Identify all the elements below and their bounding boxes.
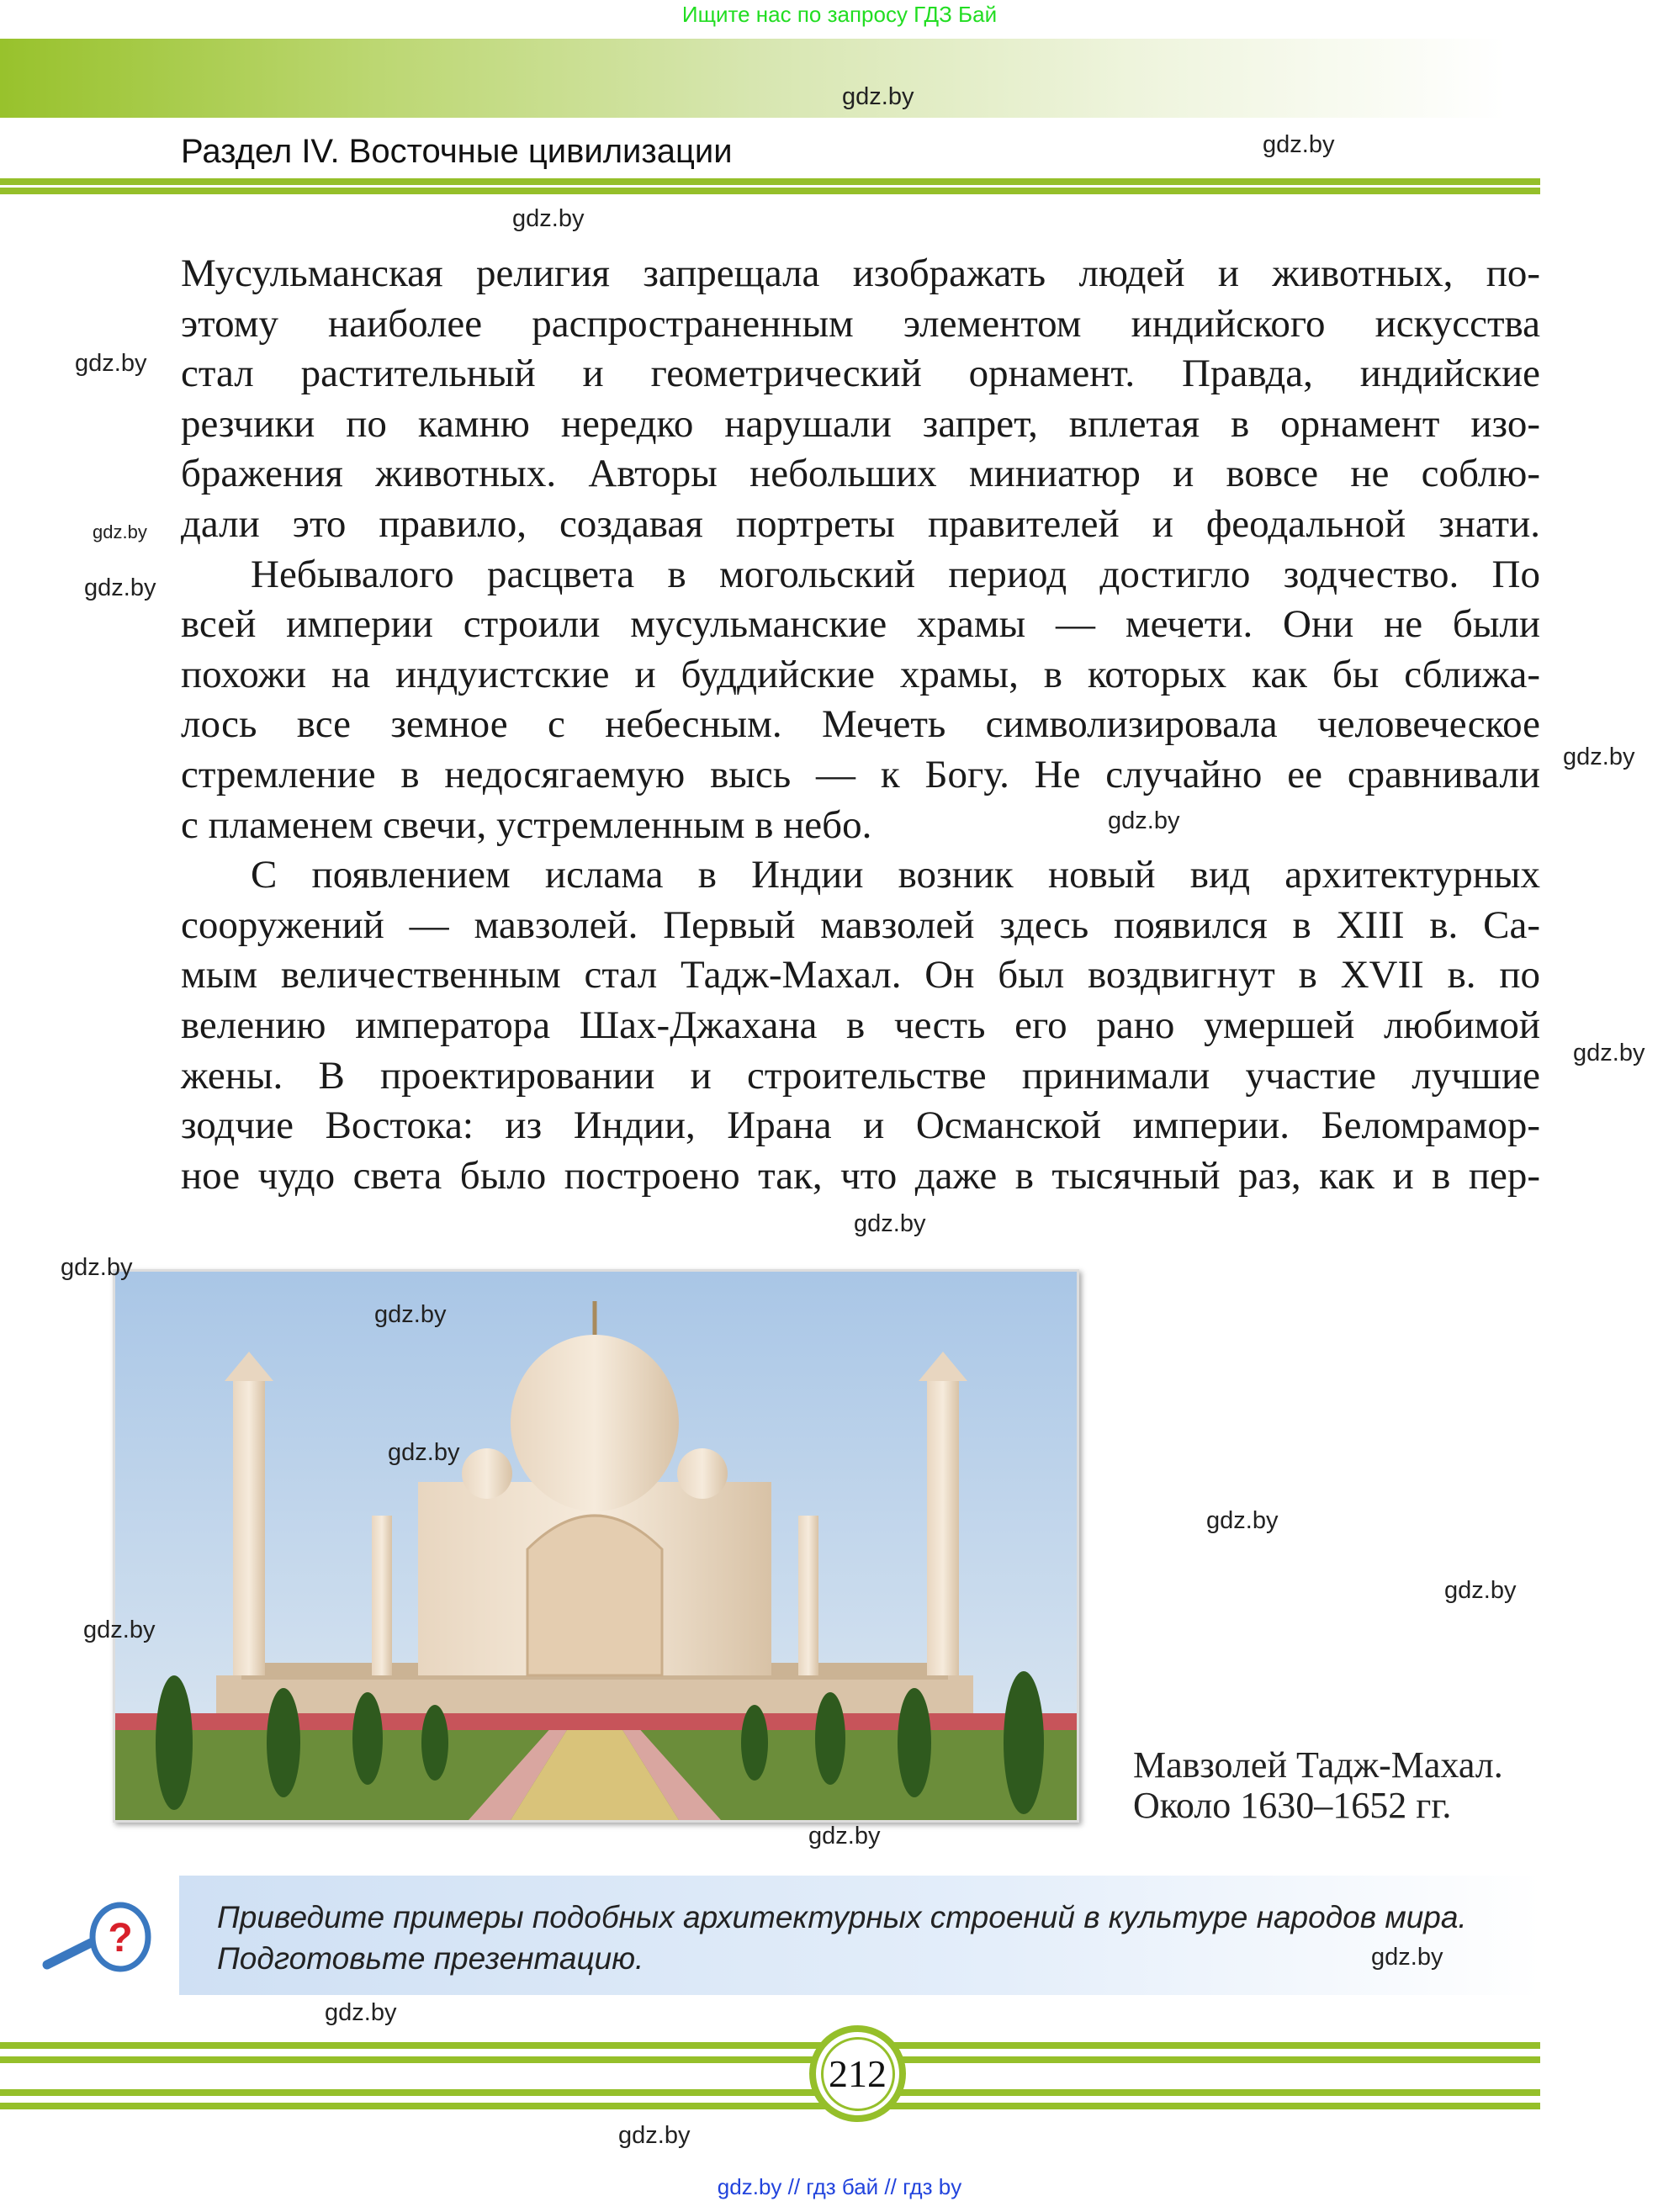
caption-date: Около 1630–1652 гг. <box>1133 1785 1452 1826</box>
watermark: gdz.by <box>388 1439 460 1466</box>
caption-title: Мавзолей Тадж-Махал. <box>1133 1744 1503 1786</box>
text-line: мым величественным стал Тадж-Махал. Он был воздвигнут в XVII в. по <box>181 953 1540 998</box>
text-line: зодчие Востока: из Индии, Ирана и Османской империи. Беломрамор- <box>181 1103 1540 1148</box>
watermark: gdz.by <box>1444 1577 1517 1604</box>
watermark: gdz.by <box>374 1301 447 1328</box>
text-line: стал растительный и геометрический орнамент. Правда, индийские <box>181 352 1540 396</box>
text-line: бражения животных. Авторы небольших миниатюр и вовсе не соблю- <box>181 452 1540 496</box>
divider-line <box>0 178 1540 185</box>
watermark: gdz.by <box>842 83 914 110</box>
section-title: Раздел IV. Восточные цивилизации <box>181 133 733 170</box>
divider-line <box>0 2056 1540 2063</box>
text-line: дали это правило, создавая портреты правителей и феодальной знати. <box>181 501 1540 546</box>
divider-line <box>0 2103 1540 2109</box>
magnifier-question-icon <box>40 1899 154 1975</box>
question-line: Подготовьте презентацию. <box>217 1941 644 1976</box>
text-line: С появлением ислама в Индии возник новый вид архитектурных <box>251 853 1540 897</box>
watermark: gdz.by <box>1371 1944 1443 1971</box>
text-line: Небывалого расцвета в могольский период достигло зодчество. По <box>251 552 1540 596</box>
divider-line <box>0 188 1540 194</box>
text-line: стремление в недосягаемую высь — к Богу. Не случайно ее сравнивали <box>181 752 1540 796</box>
text-line: ное чудо света было построено так, что даже в тысячный раз, как и в пер- <box>181 1153 1540 1198</box>
taj-mahal-photo <box>113 1269 1079 1823</box>
divider-line <box>0 2089 1540 2096</box>
text-line: Мусульманская религия запрещала изображать людей и животных, по- <box>181 251 1540 295</box>
text-line: жены. В проектировании и строительстве принимали участие лучшие <box>181 1053 1540 1098</box>
question-line: Приведите примеры подобных архитектурных строений в культуре народов мира. <box>217 1900 1467 1934</box>
watermark: gdz.by <box>808 1823 881 1850</box>
text-line: сооружений — мавзолей. Первый мавзолей здесь появился в XIII в. Са- <box>181 902 1540 947</box>
watermark: gdz.by <box>512 205 585 232</box>
watermark: gdz.by <box>1108 807 1180 834</box>
text-line: резчики по камню нередко нарушали запрет, вплетая в орнамент изо- <box>181 401 1540 446</box>
question-text <box>217 1897 1467 1979</box>
watermark: gdz.by <box>1573 1040 1645 1066</box>
watermark: gdz.by <box>854 1210 926 1237</box>
footer-links[interactable]: gdz.by // гдз бай // гдз by <box>717 2174 962 2199</box>
text-line: лось все земное с небесным. Мечеть символизировала человеческое <box>181 702 1540 747</box>
header-band <box>0 39 1506 118</box>
divider-line <box>0 2042 1540 2049</box>
page-number: 212 <box>821 2037 895 2111</box>
text-line: с пламенем свечи, устремленным в небо. <box>181 802 872 847</box>
watermark: gdz.by <box>61 1254 133 1281</box>
watermark: gdz.by <box>618 2122 691 2149</box>
text-line: велению императора Шах-Джахана в честь его рано умершей любимой <box>181 1003 1540 1047</box>
text-line: похожи на индуистские и буддийские храмы, в которых как бы сближа- <box>181 652 1540 696</box>
watermark: gdz.by <box>1563 744 1635 770</box>
svg-text:?: ? <box>108 1916 133 1961</box>
watermark: gdz.by <box>83 1617 156 1643</box>
text-line: этому наиболее распространенным элементом индийского искусства <box>181 301 1540 346</box>
body-text <box>181 249 1540 1201</box>
watermark: gdz.by <box>93 521 147 542</box>
watermark: gdz.by <box>75 350 147 377</box>
figure-caption <box>1133 1745 1503 1826</box>
top-banner-link[interactable]: Ищите нас по запросу ГДЗ Бай <box>681 2 998 27</box>
page-number-badge <box>809 2025 906 2122</box>
watermark: gdz.by <box>1206 1507 1279 1534</box>
text-line: всей империи строили мусульманские храмы — мечети. Они не были <box>181 602 1540 647</box>
watermark: gdz.by <box>84 574 156 601</box>
watermark: gdz.by <box>325 1999 397 2026</box>
watermark: gdz.by <box>1263 131 1335 158</box>
